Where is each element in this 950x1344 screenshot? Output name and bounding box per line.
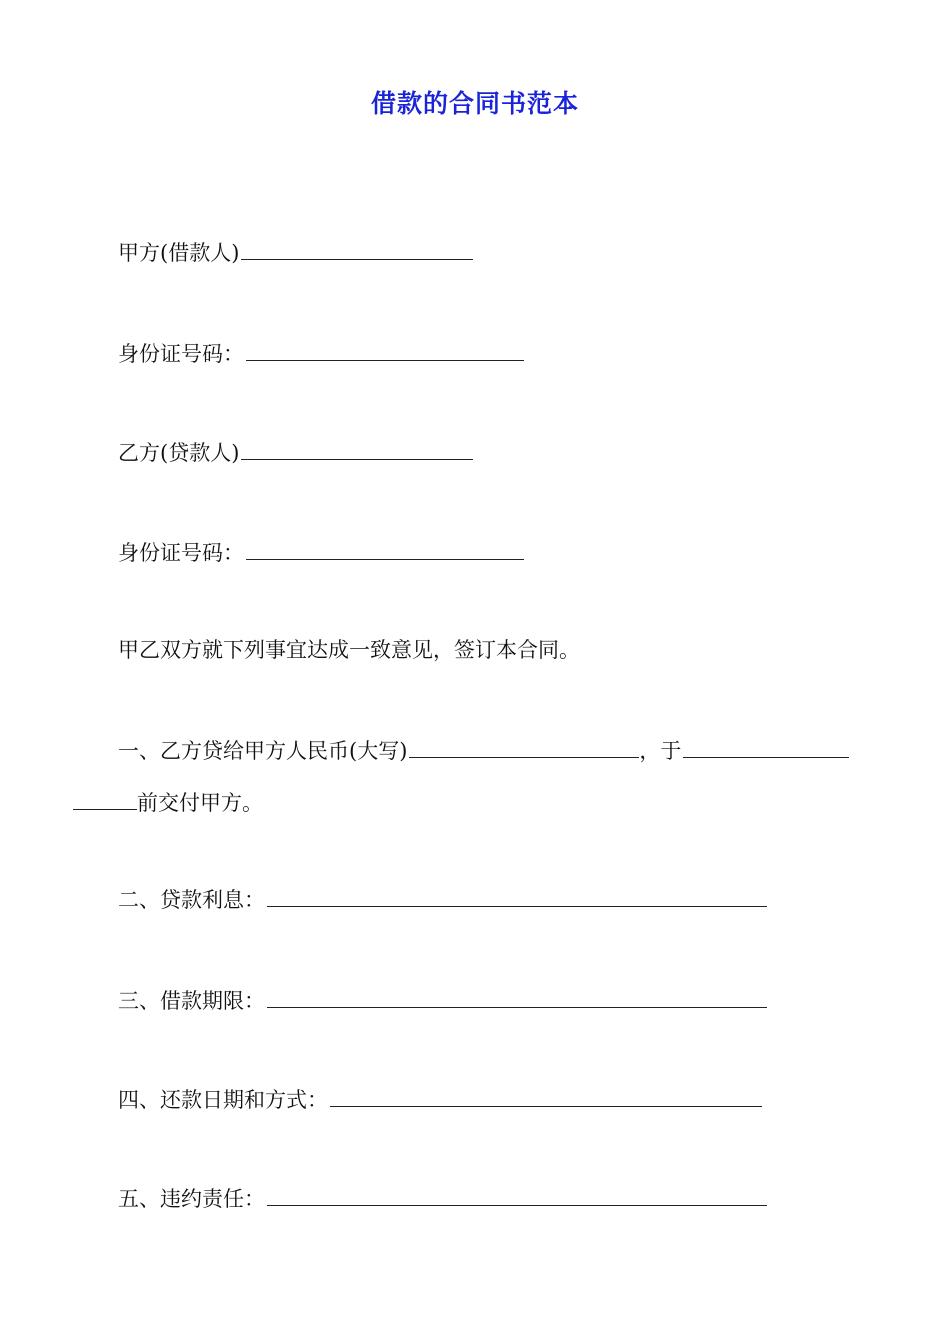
clause-5-label: 五、违约责任： [118, 1187, 265, 1211]
interest-blank[interactable] [267, 884, 767, 907]
id-b-blank[interactable] [246, 537, 524, 560]
party-a-blank[interactable] [241, 237, 473, 260]
liability-blank[interactable] [267, 1183, 767, 1206]
clause-4-line [118, 1084, 762, 1114]
clause-4-label: 四、还款日期和方式： [118, 1088, 328, 1112]
delivery-date-blank-cont[interactable] [73, 787, 137, 810]
clause-1-line [118, 735, 849, 765]
party-a-label: 甲方(借款人) [118, 241, 240, 265]
id-b-label: 身份证号码： [118, 541, 244, 565]
id-b-line [118, 537, 524, 567]
clause-1-part1: 一、乙方贷给甲方人民币(大写) [118, 739, 408, 763]
clause-5-line [118, 1183, 767, 1213]
clause-3-line [118, 985, 767, 1015]
clause-1-part2: ，于 [639, 739, 682, 763]
clause-3-label: 三、借款期限： [118, 989, 265, 1013]
delivery-date-blank[interactable] [683, 735, 849, 758]
party-b-blank[interactable] [241, 437, 473, 460]
id-a-line [118, 338, 524, 368]
intro-paragraph: 甲乙双方就下列事宜达成一致意见，签订本合同。 [118, 638, 580, 662]
id-a-blank[interactable] [246, 338, 524, 361]
document-title: 借款的合同书范本 [370, 89, 579, 118]
clause-2-label: 二、贷款利息： [118, 888, 265, 912]
id-a-label: 身份证号码： [118, 342, 244, 366]
clause-1-part3: 前交付甲方。 [137, 791, 263, 815]
loan-term-blank[interactable] [267, 985, 767, 1008]
clause-1-continuation [73, 787, 263, 817]
party-a-line [118, 237, 473, 267]
clause-2-line [118, 884, 767, 914]
loan-amount-blank[interactable] [409, 735, 639, 758]
repayment-blank[interactable] [330, 1084, 762, 1107]
party-b-label: 乙方(贷款人) [118, 441, 240, 465]
party-b-line [118, 437, 473, 467]
